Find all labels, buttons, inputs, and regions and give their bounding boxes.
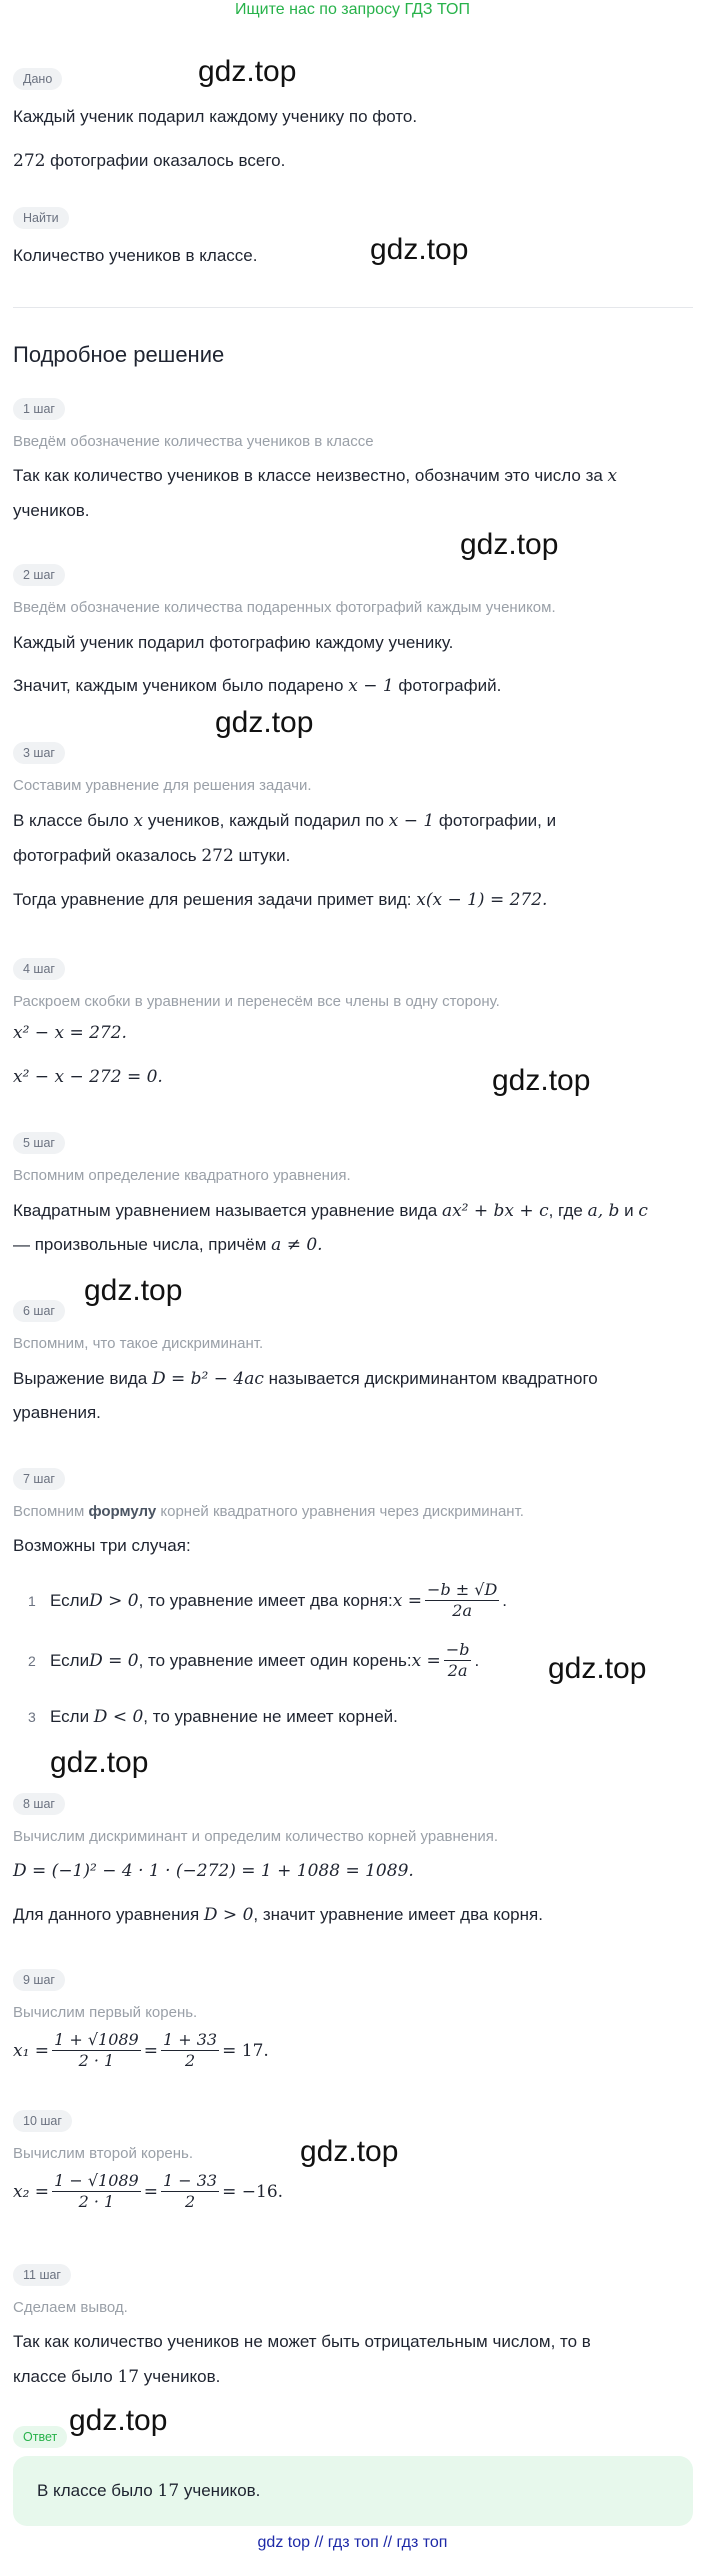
- equation: D = (−1)² − 4 · 1 · (−272) = 1 + 1088 = 1089.: [13, 1861, 414, 1881]
- watermark: gdz.top: [215, 706, 314, 739]
- step-text: фотографий оказалось 272 штуки.: [13, 846, 291, 866]
- step-tag: 5 шаг: [13, 1132, 65, 1154]
- watermark: gdz.top: [84, 1274, 183, 1307]
- step-tag: 7 шаг: [13, 1468, 65, 1490]
- answer-box: [13, 2456, 693, 2526]
- step-tag: 10 шаг: [13, 2110, 72, 2132]
- watermark: gdz.top: [460, 528, 559, 561]
- answer-text: В классе было 17 учеников.: [37, 2481, 261, 2501]
- equation: x² − x − 272 = 0.: [13, 1067, 163, 1087]
- step-text: классе было 17 учеников.: [13, 2367, 221, 2387]
- step-tag: 6 шаг: [13, 1300, 65, 1322]
- step-text: уравнения.: [13, 1403, 101, 1422]
- step-tag: 2 шаг: [13, 564, 65, 586]
- step-text: В классе было x учеников, каждый подарил по x − 1 фотографии, и: [13, 811, 557, 831]
- step-hint: Введём обозначение количества подаренных фотографий каждым учеником.: [13, 599, 556, 616]
- step-tag: 4 шаг: [13, 958, 65, 980]
- watermark: gdz.top: [370, 233, 469, 266]
- step-hint: Вычислим первый корень.: [13, 2004, 198, 2021]
- find-tag: Найти: [13, 207, 69, 229]
- watermark: gdz.top: [69, 2404, 168, 2437]
- promo-banner[interactable]: Ищите нас по запросу ГДЗ ТОП: [235, 1, 470, 18]
- given-line-2: 272 фотографии оказалось всего.: [13, 151, 286, 171]
- step-hint: Составим уравнение для решения задачи.: [13, 777, 312, 794]
- find-line: Количество учеников в классе.: [13, 246, 258, 265]
- step-hint: Сделаем вывод.: [13, 2299, 128, 2316]
- list-item: 1 Если D > 0 , то уравнение имеет два корня: x = $\frac{-b \pm √D}{2a}$ .: [28, 1580, 508, 1620]
- step-text: Так как количество учеников не может быть отрицательным числом, то в: [13, 2332, 591, 2351]
- step-tag: 1 шаг: [13, 398, 65, 420]
- solution-title: Подробное решение: [13, 342, 225, 367]
- step-hint: Вычислим дискриминант и определим количество корней уравнения.: [13, 1828, 499, 1845]
- step-text: Каждый ученик подарил фотографию каждому ученику.: [13, 633, 454, 652]
- step-hint: Вспомним, что такое дискриминант.: [13, 1335, 264, 1352]
- answer-tag: Ответ: [13, 2426, 67, 2448]
- watermark: gdz.top: [50, 1746, 149, 1779]
- footer-links[interactable]: gdz top // гдз топ // гдз топ: [257, 2534, 448, 2551]
- equation: x₁ = $\frac{1 + √1089}{2 \cdot 1}$ = $\frac{1 + 33}{2}$ = 17.: [13, 2030, 269, 2070]
- step-tag: 11 шаг: [13, 2264, 71, 2286]
- watermark: gdz.top: [548, 1652, 647, 1685]
- step-tag: 3 шаг: [13, 742, 65, 764]
- step-text: Так как количество учеников в классе неизвестно, обозначим это число за x: [13, 466, 618, 486]
- step-hint: Вспомним определение квадратного уравнения.: [13, 1167, 351, 1184]
- equation: x² − x = 272.: [13, 1023, 127, 1043]
- step-tag: 9 шаг: [13, 1969, 65, 1991]
- given-line-1: Каждый ученик подарил каждому ученику по фото.: [13, 107, 418, 126]
- step-hint: Вычислим второй корень.: [13, 2145, 194, 2162]
- watermark: gdz.top: [198, 55, 297, 88]
- step-hint: Введём обозначение количества учеников в классе: [13, 433, 374, 450]
- step-text: Квадратным уравнением называется уравнение вида ax² + bx + c, где a, b и c: [13, 1201, 648, 1221]
- watermark: gdz.top: [492, 1064, 591, 1097]
- watermark: gdz.top: [300, 2135, 399, 2168]
- step-text: Для данного уравнения D > 0, значит уравнение имеет два корня.: [13, 1905, 543, 1925]
- step-text: Значит, каждым учеником было подарено x − 1 фотографий.: [13, 676, 502, 696]
- step-text: — произвольные числа, причём a ≠ 0.: [13, 1235, 323, 1255]
- step-text: Возможны три случая:: [13, 1536, 191, 1555]
- list-item: 2 Если D = 0 , то уравнение имеет один корень: x = $\frac{-b}{2a}$ .: [28, 1640, 480, 1680]
- step-text: Тогда уравнение для решения задачи примет вид: x(x − 1) = 272.: [13, 890, 548, 910]
- list-item: 3 Если D < 0, то уравнение не имеет корней.: [28, 1707, 398, 1727]
- step-text: учеников.: [13, 501, 90, 520]
- equation: x₂ = $\frac{1 - √1089}{2 \cdot 1}$ = $\frac{1 - 33}{2}$ = −16.: [13, 2171, 284, 2211]
- step-hint: Раскроем скобки в уравнении и перенесём все члены в одну сторону.: [13, 993, 500, 1010]
- step-hint: Вспомним формулу корней квадратного уравнения через дискриминант.: [13, 1503, 524, 1520]
- given-tag: Дано: [13, 68, 62, 90]
- step-tag: 8 шаг: [13, 1793, 65, 1815]
- step-text: Выражение вида D = b² − 4ac называется дискриминантом квадратного: [13, 1369, 598, 1389]
- divider: [13, 307, 693, 308]
